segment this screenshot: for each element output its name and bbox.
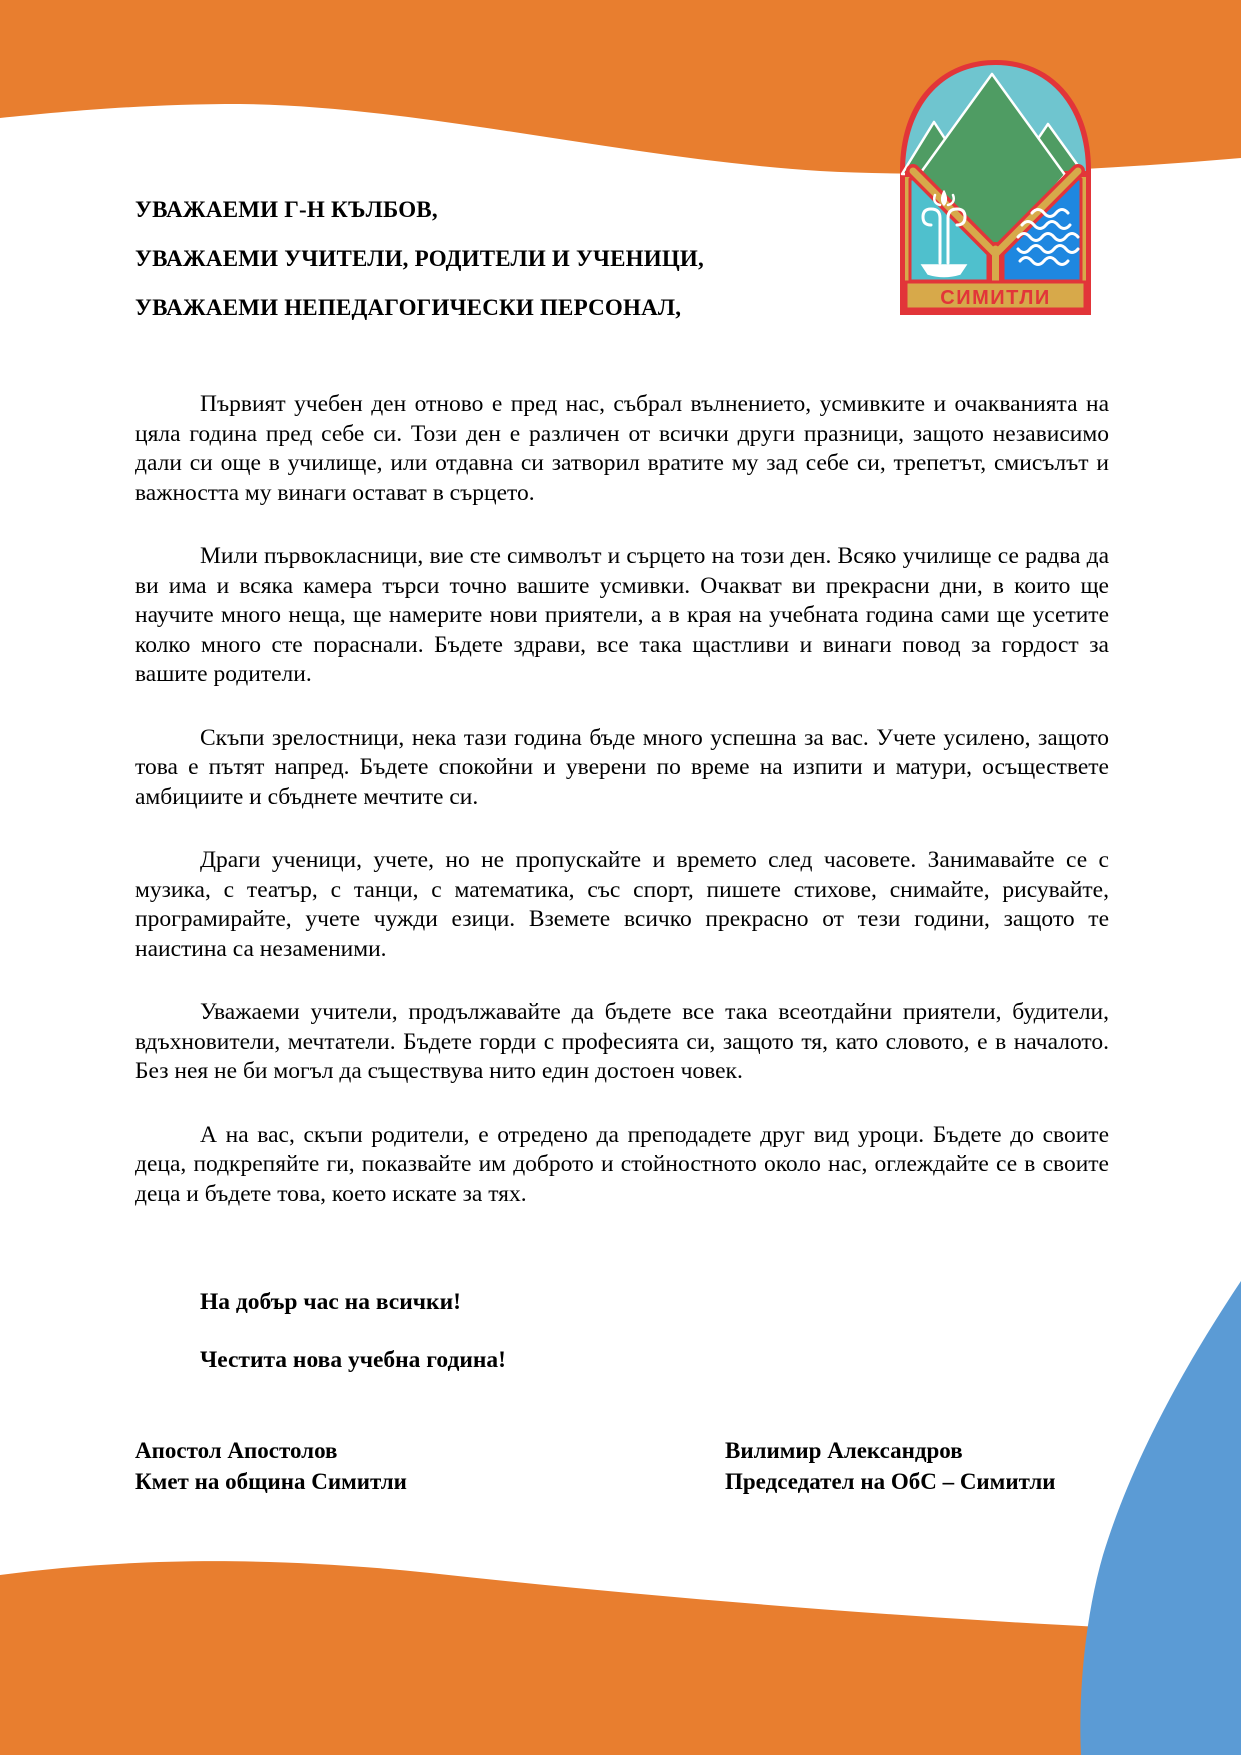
- signature-chairman: [725, 1435, 1055, 1497]
- signature-mayor-title: Кмет на община Симитли: [135, 1469, 407, 1494]
- body-paragraphs: [135, 390, 1109, 1209]
- simitli-coat-of-arms-icon: [898, 58, 1093, 317]
- signature-chairman-title: Председател на ОбС – Симитли: [725, 1469, 1056, 1494]
- signature-block: [135, 1435, 1109, 1497]
- closing-happy-new-school-year: Честита нова учебна година!: [200, 1347, 507, 1373]
- closing-good-luck: На добър час на всички!: [200, 1289, 461, 1315]
- logo-caption-text: СИМИТЛИ: [940, 287, 1051, 309]
- paragraph-students: Драги ученици, учете, но не пропускайте и времето след часовете. Занимавайте се с музика, с театър, с танци, с математика, със спорт, пишете стихове, снимайте, рисувайте, програмирайте, учете чужди езици. Вземете всичко прекрасно от тези години, защото те наистина са незаменими.: [135, 847, 1109, 962]
- salutation-line-1: УВАЖАЕМИ Г-Н КЪЛБОВ,: [135, 197, 438, 222]
- salutation-line-3: УВАЖАЕМИ НЕПЕДАГОГИЧЕСКИ ПЕРСОНАЛ,: [135, 295, 682, 320]
- paragraph-graduates: Скъпи зрелостници, нека тази година бъде много успешна за вас. Учете усилено, защото това е пътят напред. Бъдете спокойни и уверени по време на изпити и матури, осъществете амбициите и сбъднете мечтите си.: [135, 724, 1109, 810]
- signature-chairman-name: Вилимир Александров: [725, 1438, 963, 1463]
- paragraph-teachers: Уважаеми учители, продължавайте да бъдете все така всеотдайни приятели, будители, вдъхновители, мечтатели. Бъдете горди с професията си, защото тя, като словото, е в началото. Без нея не би могъл да съществува нито един достоен човек.: [135, 999, 1109, 1084]
- footer-wave-shape: [0, 1561, 1241, 1755]
- paragraph-parents: А на вас, скъпи родители, е отредено да преподадете друг вид уроци. Бъдете до своите деца, подкрепяйте ги, показвайте им доброто и стойностното около нас, оглеждайте се в своите деца и бъдете това, което искате за тях.: [135, 1121, 1109, 1207]
- paragraph-first-school-day: Първият учебен ден отново е пред нас, събрал вълнението, усмивките и очакванията на цяла година пред себе си. Този ден е различен от всички други празници, защото независимо дали си още в училище, или отдавна си затворил вратите му зад себе си, трепетът, смисълът и важността му винаги остават в сърцето.: [135, 391, 1109, 506]
- signature-mayor: [135, 1435, 725, 1497]
- signature-mayor-name: Апостол Апостолов: [135, 1438, 338, 1463]
- paragraph-first-graders: Мили първокласници, вие сте символът и сърцето на този ден. Всяко училище се радва да ви има и всяка камера търси точно вашите усмивки. Очакват ви прекрасни дни, в които ще научите много неща, ще намерите нови приятели, а в края на учебната година сами ще усетите колко много сте пораснали. Бъдете здрави, все така щастливи и винаги повод за гордост за вашите родители.: [135, 543, 1109, 687]
- salutation-line-2: УВАЖАЕМИ УЧИТЕЛИ, РОДИТЕЛИ И УЧЕНИЦИ,: [135, 246, 704, 271]
- municipality-logo: [898, 58, 1093, 317]
